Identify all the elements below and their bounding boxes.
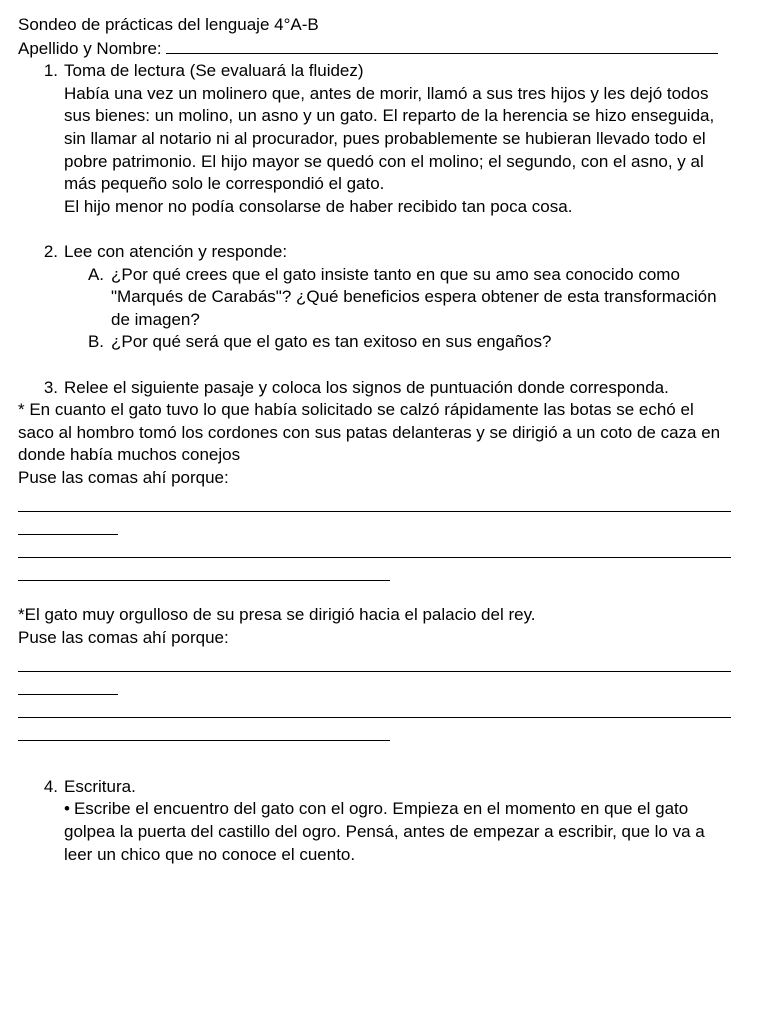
- name-field[interactable]: [166, 37, 718, 54]
- section-3-number: 3.: [43, 377, 58, 397]
- section-2-title: Lee con atención y responde:: [64, 241, 288, 261]
- reading-paragraph: Había una vez un molinero que, antes de morir, llamó a sus tres hijos y les dejó todos sus bienes: un molino, un asno y un gato. El reparto de la herencia se hizo enseguida, sin llamar al notario ni al procurador, pues probablemente se hubieran llevado todo el pobre patrimonio. El hijo mayor se quedó con el molino; el segundo, con el asno, y al más pequeño solo le correspondió el gato.: [64, 83, 715, 194]
- reading-closing: El hijo menor no podía consolarse de haber recibido tan poca cosa.: [64, 196, 573, 216]
- bullet-icon: •: [64, 799, 70, 819]
- prompt-2: Puse las comas ahí porque:: [18, 627, 229, 647]
- passage-2: *El gato muy orgulloso de su presa se dirigió hacia el palacio del rey.: [18, 605, 536, 625]
- page-title: Sondeo de prácticas del lenguaje 4°A-B: [18, 15, 319, 34]
- section-2-heading: [18, 241, 734, 264]
- answer-line[interactable]: [18, 649, 731, 672]
- question-b-text: ¿Por qué será que el gato es tan exitoso en sus engaños?: [111, 332, 552, 352]
- writing-task: [18, 798, 734, 866]
- passage-1: * En cuanto el gato tuvo lo que había solicitado se calzó rápidamente las botas se echó el saco al hombro tomó los cordones con sus patas delanteras y se dirigió a un coto de caza en donde había muchos conejos: [18, 400, 721, 465]
- question-a: [18, 264, 734, 332]
- question-b: [18, 331, 734, 354]
- answer-line[interactable]: [18, 695, 731, 718]
- section-4-heading: [18, 776, 734, 799]
- section-4-number: 4.: [43, 776, 58, 796]
- question-a-letter: A.: [87, 264, 104, 284]
- prompt-1: Puse las comas ahí porque:: [18, 467, 229, 487]
- answer-line[interactable]: [18, 558, 390, 581]
- section-4-title: Escritura.: [64, 776, 136, 796]
- question-b-letter: B.: [87, 332, 104, 352]
- answer-line[interactable]: [18, 535, 731, 558]
- answer-line[interactable]: [18, 489, 731, 512]
- writing-task-text: Escribe el encuentro del gato con el ogro. Empieza en el momento en que el gato golpea la puerta del castillo del ogro. Pensá, antes de empezar a escribir, que lo va a leer un chico que no conoce el cuento.: [64, 799, 705, 864]
- question-a-text: ¿Por qué crees que el gato insiste tanto en que su amo sea conocido como "Marqués de Carabás"? ¿Qué beneficios espera obtener de esta transformación de imagen?: [111, 264, 717, 329]
- section-1-number: 1.: [43, 61, 58, 81]
- section-1-heading: [18, 60, 734, 83]
- answer-line[interactable]: [18, 672, 118, 695]
- section-3-title: Relee el siguiente pasaje y coloca los signos de puntuación donde corresponda.: [64, 377, 669, 397]
- worksheet-page: [18, 14, 734, 866]
- section-1-title: Toma de lectura (Se evaluará la fluidez): [64, 61, 364, 81]
- answer-line[interactable]: [18, 718, 390, 741]
- section-2-number: 2.: [43, 241, 58, 261]
- name-row: [18, 37, 734, 61]
- name-label: Apellido y Nombre:: [18, 38, 162, 58]
- answer-line[interactable]: [18, 512, 118, 535]
- section-3-heading: [18, 377, 734, 400]
